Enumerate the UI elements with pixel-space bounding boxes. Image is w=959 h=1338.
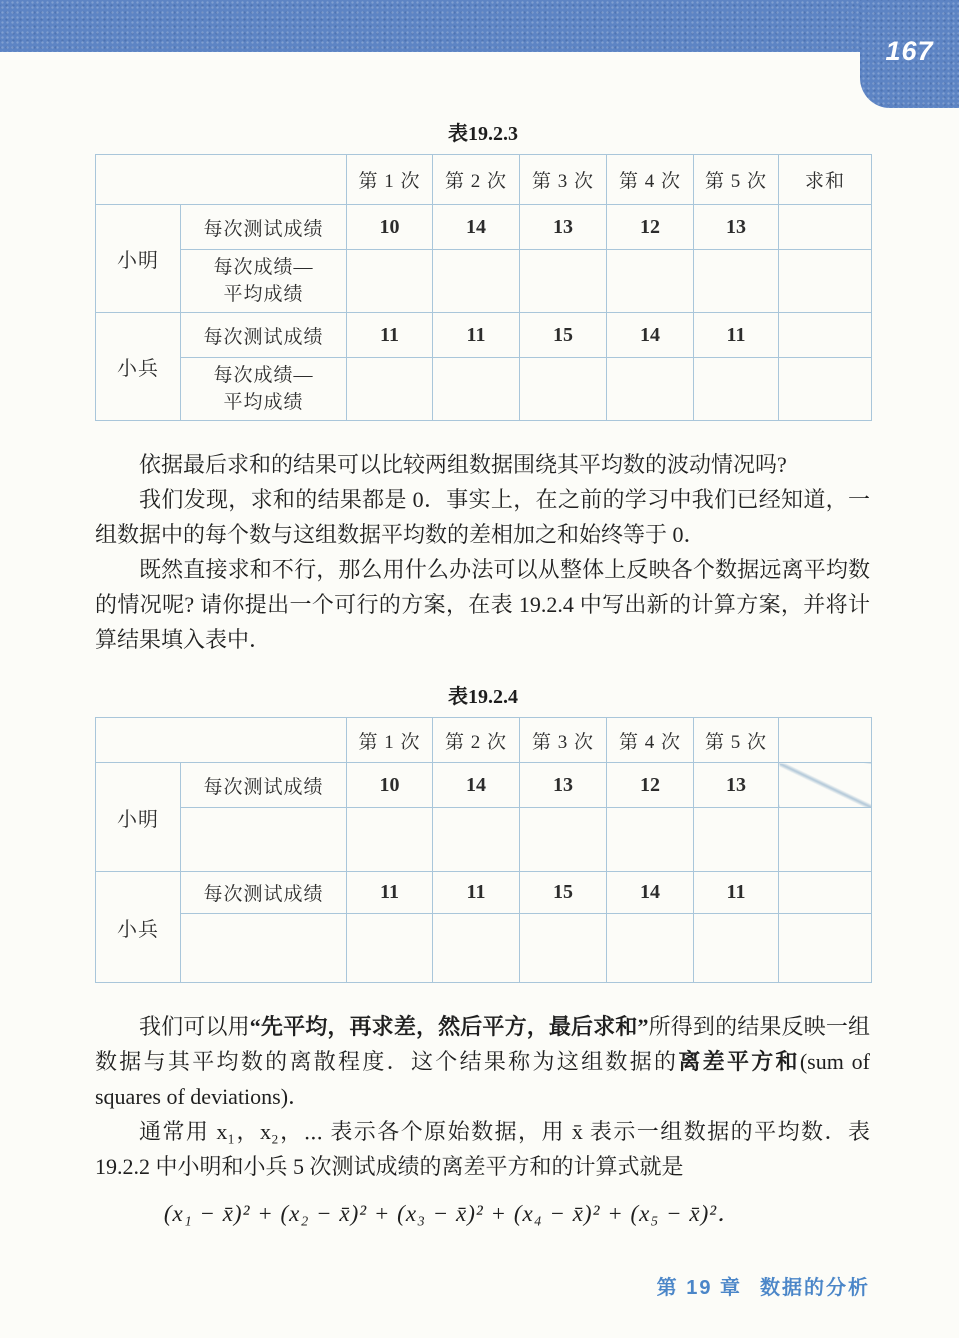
- col-header-attempt2: 第 2 次: [433, 718, 520, 763]
- header-banner: [0, 0, 959, 52]
- diff-cell-empty: [607, 250, 694, 313]
- closing-paragraphs: [95, 1009, 870, 1184]
- sum-cell-empty: [779, 358, 872, 421]
- diff-cell-empty: [694, 250, 779, 313]
- emphasis-term: 离差平方和: [678, 1049, 800, 1074]
- score-cell: 11: [347, 872, 433, 914]
- paragraph-sum-zero: 我们发现，求和的结果都是 0．事实上，在之前的学习中我们已经知道，一组数据中的每个数与这组数据平均数的差相加之和始终等于 0．: [95, 487, 870, 547]
- col-header-sum: 求和: [779, 155, 872, 205]
- diff-cell-empty: [347, 250, 433, 313]
- scan-artifact-diagonal: [779, 763, 872, 808]
- score-cell: 12: [607, 763, 694, 808]
- paragraph-notation: 通常用 x₁，x₂，⋯ 表示各个原始数据，用 x̄ 表示一组数据的平均数．表 19.2.2 中小明和小兵 5 次测试成绩的离差平方和的计算式就是: [95, 1119, 870, 1179]
- blank-cell: [694, 914, 779, 983]
- sum-of-squares-formula: (x₁ − x̄)² + (x₂ − x̄)² + (x₃ − x̄)² + (x₄ − x̄)² + (x₅ − x̄)²．: [163, 1201, 742, 1226]
- blank-cell: [433, 808, 520, 872]
- blank-cell: [779, 914, 872, 983]
- score-cell: 13: [520, 763, 607, 808]
- chapter-number: 第 19 章: [656, 1277, 742, 1299]
- score-cell: 15: [520, 872, 607, 914]
- table2-caption: 表19.2.4: [448, 686, 518, 708]
- diff-cell-empty: [520, 358, 607, 421]
- table1-caption: 表19.2.3: [448, 123, 518, 145]
- score-cell: 11: [433, 872, 520, 914]
- score-cell: 13: [694, 763, 779, 808]
- table-row: [96, 155, 872, 205]
- sum-cell-empty: [779, 250, 872, 313]
- diff-cell-empty: [347, 358, 433, 421]
- col-header-attempt1: 第 1 次: [347, 155, 433, 205]
- score-cell: 11: [347, 313, 433, 358]
- diff-cell-empty: [694, 358, 779, 421]
- diff-cell-empty: [433, 358, 520, 421]
- col-header-attempt5: 第 5 次: [694, 155, 779, 205]
- table-row: [96, 358, 872, 421]
- blank-cell: [520, 914, 607, 983]
- emphasis-method-quote: “先平均，再求差，然后平方，最后求和”: [249, 1014, 649, 1039]
- col-header-attempt3: 第 3 次: [520, 155, 607, 205]
- table-row: [96, 872, 872, 914]
- score-cell: 14: [433, 205, 520, 250]
- chapter-title: 数据的分析: [760, 1277, 870, 1299]
- student-name: 小明: [96, 763, 181, 872]
- table-19-2-3: [95, 154, 872, 421]
- score-cell: 15: [520, 313, 607, 358]
- row-label-score: 每次测试成绩: [181, 313, 347, 358]
- intro-paragraphs: [95, 447, 870, 657]
- blank-cell: [347, 914, 433, 983]
- student-name: 小明: [96, 205, 181, 313]
- diff-cell-empty: [607, 358, 694, 421]
- blank-cell: [520, 808, 607, 872]
- table-row: [96, 205, 872, 250]
- col-header-attempt1: 第 1 次: [347, 718, 433, 763]
- blank-cell: [779, 872, 872, 914]
- score-cell: 14: [607, 313, 694, 358]
- blank-cell: [694, 808, 779, 872]
- paragraph-question: 依据最后求和的结果可以比较两组数据围绕其平均数的波动情况吗?: [139, 452, 787, 477]
- row-label-diff: 每次成绩— 平均成绩: [181, 250, 347, 313]
- blank-cell: [433, 914, 520, 983]
- score-cell: 11: [433, 313, 520, 358]
- paragraph-new-plan: 既然直接求和不行，那么用什么办法可以从整体上反映各个数据远离平均数的情况呢? 请你提出一个可行的方案，在表 19.2.4 中写出新的计算方案，并将计算结果填入表中．: [95, 557, 870, 652]
- col-header-attempt4: 第 4 次: [607, 718, 694, 763]
- row-label-score: 每次测试成绩: [181, 872, 347, 914]
- col-header-attempt2: 第 2 次: [433, 155, 520, 205]
- table-row: [96, 914, 872, 983]
- page-number-tab: [860, 0, 959, 108]
- table-19-2-4: [95, 717, 872, 983]
- blank-cell: [779, 808, 872, 872]
- col-header-empty: [779, 718, 872, 763]
- page-number: 167: [885, 36, 934, 66]
- blank-label-cell: [181, 808, 347, 872]
- score-cell: 14: [607, 872, 694, 914]
- corner-cell: [96, 155, 347, 205]
- score-cell: 14: [433, 763, 520, 808]
- score-cell: 10: [347, 763, 433, 808]
- score-cell: 10: [347, 205, 433, 250]
- student-name: 小兵: [96, 872, 181, 983]
- row-label-diff: 每次成绩— 平均成绩: [181, 358, 347, 421]
- sum-cell-empty: [779, 205, 872, 250]
- score-cell: 13: [520, 205, 607, 250]
- col-header-attempt5: 第 5 次: [694, 718, 779, 763]
- score-cell: 11: [694, 313, 779, 358]
- row-label-score: 每次测试成绩: [181, 205, 347, 250]
- diff-cell-empty: [433, 250, 520, 313]
- blank-cell: [607, 914, 694, 983]
- diff-cell-empty: [520, 250, 607, 313]
- row-label-score: 每次测试成绩: [181, 763, 347, 808]
- corner-cell: [96, 718, 347, 763]
- blank-cell: [347, 808, 433, 872]
- blank-cell: [607, 808, 694, 872]
- table-row: [96, 763, 872, 808]
- student-name: 小兵: [96, 313, 181, 421]
- col-header-attempt3: 第 3 次: [520, 718, 607, 763]
- table-row: [96, 718, 872, 763]
- score-cell: 11: [694, 872, 779, 914]
- score-cell: 13: [694, 205, 779, 250]
- score-cell: 12: [607, 205, 694, 250]
- col-header-attempt4: 第 4 次: [607, 155, 694, 205]
- blank-label-cell: [181, 914, 347, 983]
- sum-cell-empty: [779, 313, 872, 358]
- table-row: [96, 250, 872, 313]
- table-row: [96, 808, 872, 872]
- table-row: [96, 313, 872, 358]
- chapter-footer: [657, 1271, 870, 1300]
- paragraph-method: 我们可以用“先平均，再求差，然后平方，最后求和”所得到的结果反映一组数据与其平均数的离散程度．这个结果称为这组数据的离差平方和(sum of squares of deviations)．: [95, 1014, 870, 1109]
